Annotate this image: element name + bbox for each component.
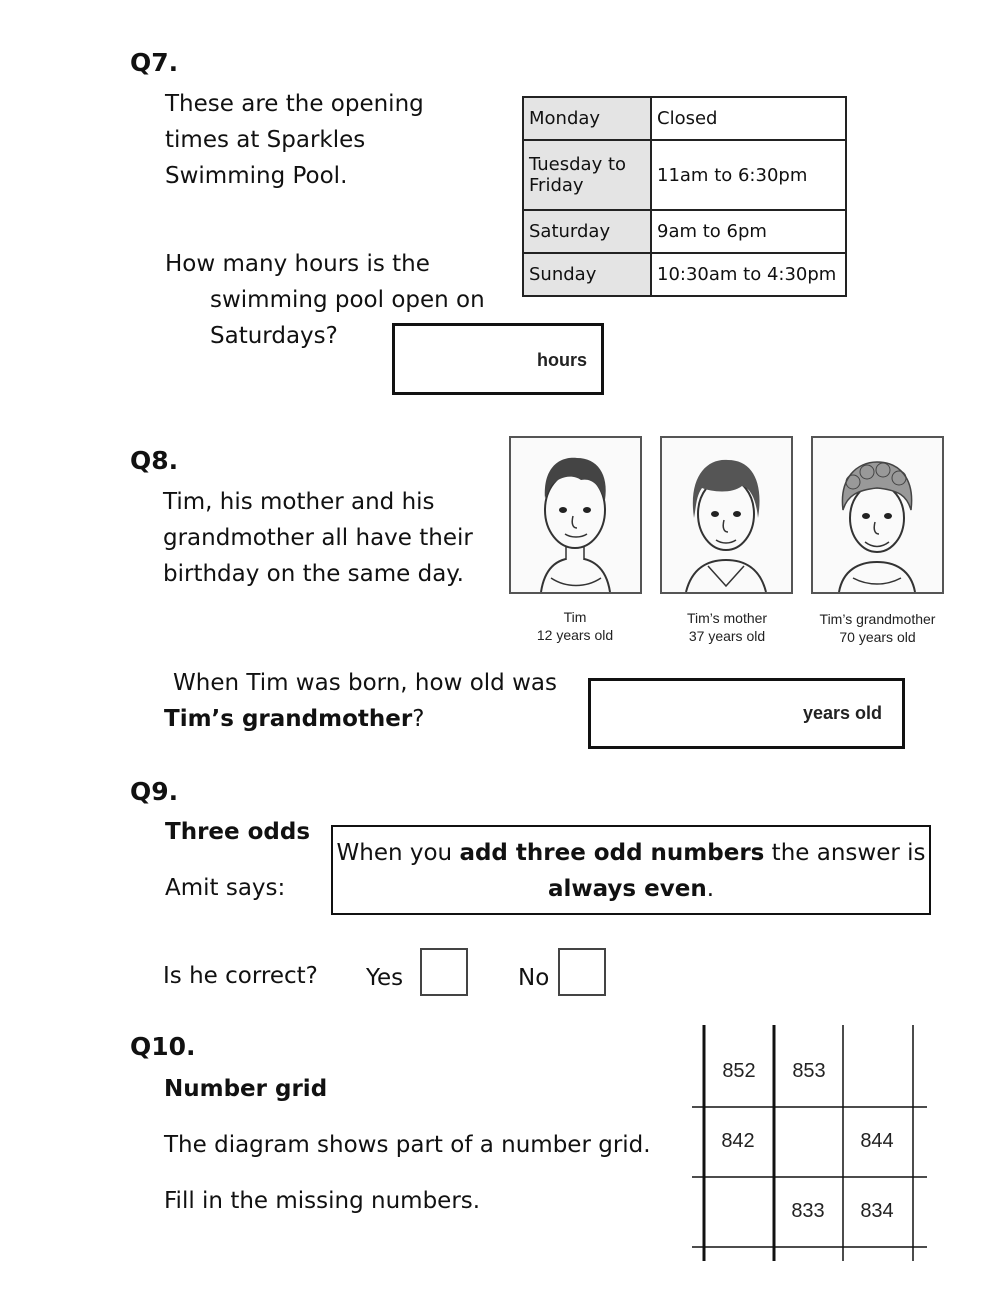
amit-claim-box: [331, 825, 931, 915]
claim-bold: add three odd numbers: [459, 840, 765, 866]
grandmother-caption: [800, 610, 955, 646]
old-woman-face-icon: [813, 438, 942, 592]
q7-answer-box[interactable]: [392, 323, 604, 395]
q10-line2: Fill in the missing numbers.: [164, 1188, 481, 1214]
claim-line: [333, 835, 929, 871]
q8-answer-box[interactable]: [588, 678, 905, 749]
claim-text: the answer is: [764, 840, 926, 866]
claim-text: When you: [336, 840, 460, 866]
day-cell: Monday: [523, 97, 651, 140]
q8-question-line: [164, 701, 557, 737]
table-row: [523, 210, 846, 253]
claim-line: [333, 871, 929, 907]
q10-number: Q10.: [130, 1032, 196, 1061]
q9-title: Three odds: [165, 819, 311, 845]
time-cell: 10:30am to 4:30pm: [651, 253, 846, 296]
time-cell: 11am to 6:30pm: [651, 140, 846, 210]
grid-cell: 834: [860, 1200, 894, 1222]
hours-label: hours: [536, 350, 587, 370]
mother-portrait: [660, 436, 793, 594]
person-age: 37 years old: [688, 628, 766, 644]
q10-line1: The diagram shows part of a number grid.: [164, 1132, 651, 1158]
yes-checkbox[interactable]: [420, 948, 468, 996]
person-name: Tim: [563, 609, 587, 625]
q8-intro-line: birthday on the same day.: [163, 561, 464, 587]
q8-question-bold: Tim’s grandmother: [164, 706, 413, 732]
q8-question: [164, 665, 557, 737]
woman-face-icon: [662, 438, 791, 592]
claim-text: .: [706, 876, 715, 902]
tim-portrait: [509, 436, 642, 594]
grid-cell: 853: [792, 1060, 826, 1082]
no-label: No: [518, 965, 550, 991]
q9-number: Q9.: [130, 777, 179, 806]
day-cell: Sunday: [523, 253, 651, 296]
years-old-label: years old: [802, 703, 882, 723]
day-cell: Saturday: [523, 210, 651, 253]
person-age: 70 years old: [839, 629, 916, 645]
q8-question-line: When Tim was born, how old was: [173, 670, 557, 696]
no-checkbox[interactable]: [558, 948, 606, 996]
q10-title: Number grid: [164, 1076, 328, 1102]
q9-question: Is he correct?: [163, 963, 318, 989]
claim-bold: always even: [547, 876, 707, 902]
q9-speaker: Amit says:: [165, 875, 286, 901]
grid-cell: 842: [721, 1130, 755, 1152]
q8-intro: [163, 484, 473, 592]
q8-intro-line: Tim, his mother and his: [163, 489, 435, 515]
person-name: Tim’s grandmother: [819, 611, 936, 627]
q7-question-line: How many hours is the: [165, 251, 430, 277]
q8-question-end: ?: [412, 706, 425, 732]
grid-cell: 833: [791, 1200, 825, 1222]
boy-face-icon: [511, 438, 640, 592]
day-cell: Tuesday to Friday: [523, 140, 651, 210]
grid-cell: 844: [860, 1130, 894, 1152]
person-name: Tim’s mother: [686, 610, 768, 626]
q8-number: Q8.: [130, 446, 179, 475]
time-cell: Closed: [651, 97, 846, 140]
tim-caption: [500, 608, 650, 644]
q7-intro-line: These are the opening: [165, 91, 424, 117]
q7-intro-line: Swimming Pool.: [165, 163, 348, 189]
mother-caption: [652, 609, 802, 645]
grandmother-portrait: [811, 436, 944, 594]
q7-question-line: swimming pool open on: [210, 287, 485, 313]
opening-times-table: [522, 96, 847, 297]
q7-intro: [165, 86, 424, 194]
time-cell: 9am to 6pm: [651, 210, 846, 253]
grid-cell: 852: [722, 1060, 756, 1082]
person-age: 12 years old: [536, 627, 614, 643]
q7-question-line: Saturdays?: [210, 323, 338, 349]
q8-intro-line: grandmother all have their: [163, 525, 473, 551]
yes-label: Yes: [366, 965, 404, 991]
table-row: [523, 140, 846, 210]
q7-number: Q7.: [130, 48, 179, 77]
q7-intro-line: times at Sparkles: [165, 127, 366, 153]
table-row: [523, 97, 846, 140]
table-row: [523, 253, 846, 296]
